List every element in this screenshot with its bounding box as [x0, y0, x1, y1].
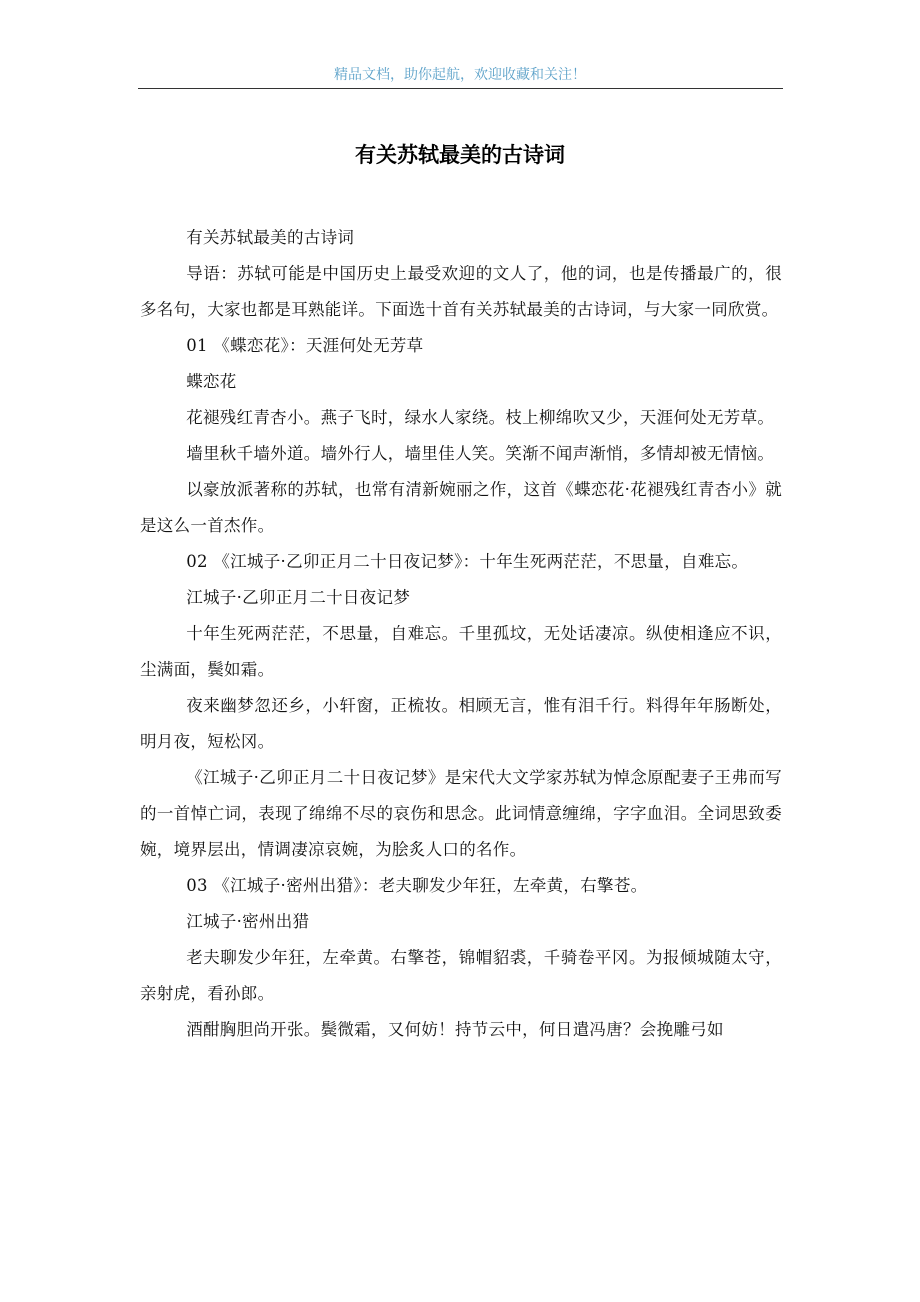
poem-title: 江城子·密州出猎	[186, 912, 310, 931]
poem-stanza: 酒酣胸胆尚开张。鬓微霜，又何妨！持节云中，何日遣冯唐？会挽雕弓如	[186, 1020, 724, 1039]
paragraph: 导语：苏轼可能是中国历史上最受欢迎的文人了，他的词，也是传播最广的，很多名句，大家也都是耳熟能详。下面选十首有关苏轼最美的古诗词，与大家一同欣赏。	[140, 264, 782, 319]
poem-title: 蝶恋花	[186, 372, 237, 391]
paragraph: 以豪放派著称的苏轼，也常有清新婉丽之作，这首《蝶恋花·花褪残红青杏小》就是这么一首杰作。	[140, 480, 782, 535]
poem-stanza: 花褪残红青杏小。燕子飞时，绿水人家绕。枝上柳绵吹又少，天涯何处无芳草。	[186, 408, 775, 427]
page-header-text: 精品文档，助你起航，欢迎收藏和关注！	[334, 67, 586, 83]
document-body	[140, 220, 782, 1048]
poem-stanza: 十年生死两茫茫，不思量，自难忘。千里孤坟，无处话凄凉。纵使相逢应不识，尘满面，鬓如霜。	[140, 624, 782, 679]
document-title: 有关苏轼最美的古诗词	[355, 142, 565, 167]
paragraph: 《江城子·乙卯正月二十日夜记梦》是宋代大文学家苏轼为悼念原配妻子王弗而写的一首悼亡词，表现了绵绵不尽的哀伤和思念。此词情意缠绵，字字血泪。全词思致委婉，境界层出，情调凄凉哀婉，为脍炙人口的名作。	[140, 768, 782, 859]
section-heading: 03 《江城子·密州出猎》：老夫聊发少年狂，左牵黄，右擎苍。	[186, 876, 648, 895]
poem-stanza: 老夫聊发少年狂，左牵黄。右擎苍，锦帽貂裘，千骑卷平冈。为报倾城随太守，亲射虎，看孙郎。	[140, 948, 782, 1003]
header-divider	[138, 88, 783, 89]
section-heading: 01 《蝶恋花》：天涯何处无芳草	[186, 336, 424, 355]
paragraph: 有关苏轼最美的古诗词	[186, 228, 355, 247]
poem-title: 江城子·乙卯正月二十日夜记梦	[186, 588, 411, 607]
poem-stanza: 夜来幽梦忽还乡，小轩窗，正梳妆。相顾无言，惟有泪千行。料得年年肠断处，明月夜，短松冈。	[140, 696, 782, 751]
poem-stanza: 墙里秋千墙外道。墙外行人，墙里佳人笑。笑渐不闻声渐悄，多情却被无情恼。	[186, 444, 775, 463]
section-heading: 02 《江城子·乙卯正月二十日夜记梦》：十年生死两茫茫，不思量，自难忘。	[186, 552, 749, 571]
